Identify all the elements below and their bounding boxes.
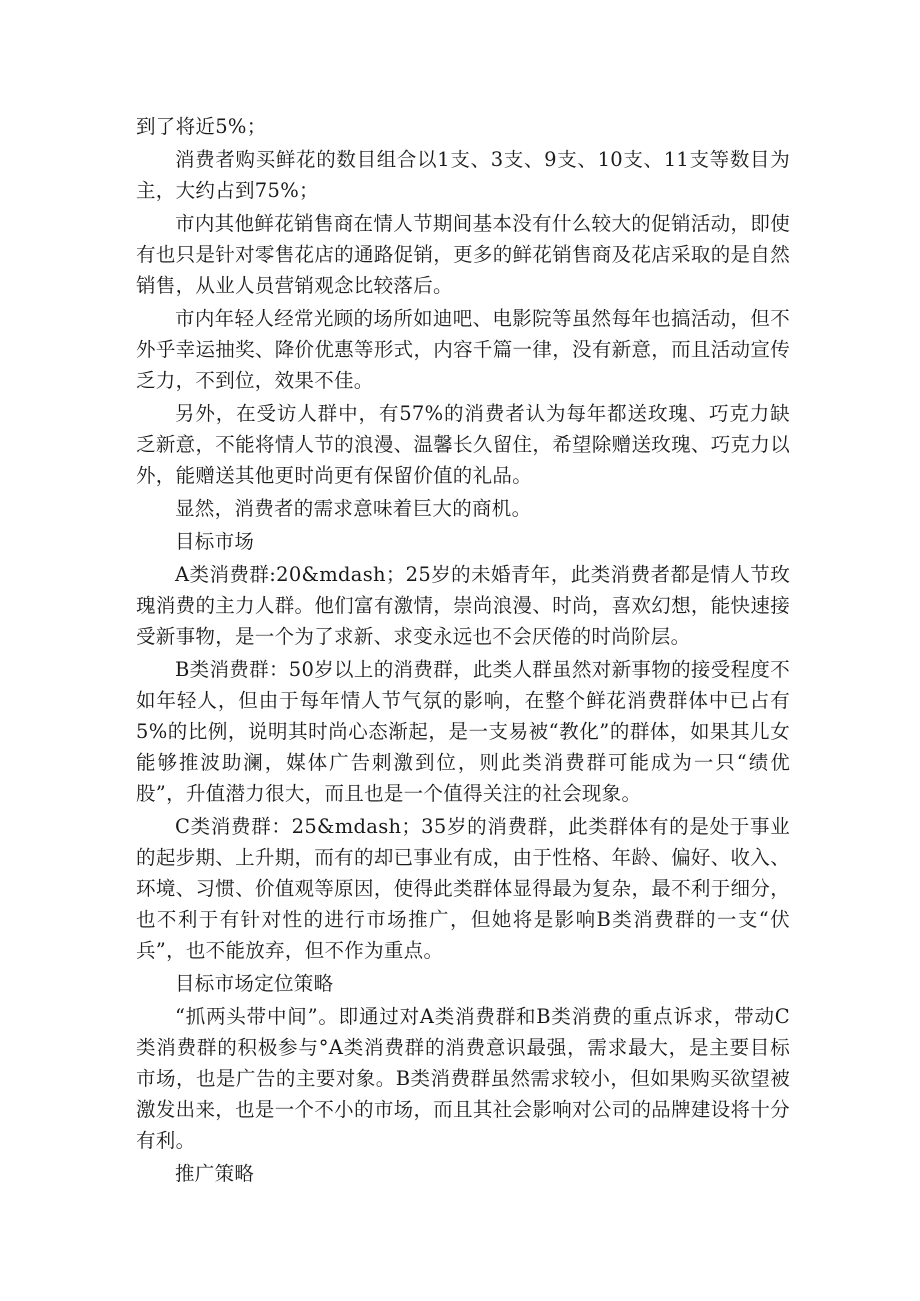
- heading-target-market: 目标市场: [175, 530, 255, 553]
- paragraph-competitors: 市内其他鲜花销售商在情人节期间基本没有什么较大的促销活动，即使有也只是针对零售花店的通路促销，更多的鲜花销售商及花店采取的是自然销售，从业人员营销观念比较落后。: [136, 212, 790, 297]
- paragraph-group-a: A类消费群:20&mdash；25岁的未婚青年，此类消费者都是情人节玫瑰消费的主力人群。他们富有激情，崇尚浪漫、时尚，喜欢幻想，能快速接受新事物，是一个为了求新、求变永远也不会厌倦的时尚阶层。: [136, 563, 790, 648]
- paragraph-purchase-quantity: 消费者购买鲜花的数目组合以1支、3支、9支、10支、11支等数目为主，大约占到75%；: [136, 148, 790, 202]
- paragraph-group-b: B类消费群：50岁以上的消费群，此类人群虽然对新事物的接受程度不如年轻人，但由于每年情人节气氛的影响，在整个鲜花消费群体中已占有5%的比例，说明其时尚心态渐起，是一支易被“教化”的群体，如果其儿女能够推波助澜，媒体广告刺激到位，则此类消费群可能成为一只“绩优股”，升值潜力很大，而且也是一个值得关注的社会现象。: [136, 658, 790, 805]
- paragraph-market-positioning: “抓两头带中间”。即通过对A类消费群和B类消费的重点诉求，带动C类消费群的积极参与°A类消费群的消费意识最强，需求最大，是主要目标市场，也是广告的主要对象。B类消费群虽然需求较小，但如果购买欲望被激发出来，也是一个不小的市场，而且其社会影响对公司的品牌建设将十分有利。: [136, 1005, 790, 1152]
- paragraph-continued: 到了将近5%；: [136, 115, 267, 138]
- heading-market-positioning: 目标市场定位策略: [175, 972, 334, 995]
- heading-promotion-strategy: 推广策略: [175, 1162, 255, 1185]
- paragraph-business-opportunity: 显然，消费者的需求意味着巨大的商机。: [175, 497, 532, 520]
- paragraph-survey-results: 另外，在受访人群中，有57%的消费者认为每年都送玫瑰、巧克力缺乏新意，不能将情人节的浪漫、温馨长久留住，希望除赠送玫瑰、巧克力以外，能赠送其他更时尚更有保留价值的礼品。: [136, 402, 790, 487]
- paragraph-group-c: C类消费群：25&mdash；35岁的消费群，此类群体有的是处于事业的起步期、上升期，而有的却已事业有成，由于性格、年龄、偏好、收入、环境、习惯、价值观等原因，使得此类群体显得最为复杂，最不利于细分，也不利于有针对性的进行市场推广，但她将是影响B类消费群的一支“伏兵”，也不能放弃，但不作为重点。: [136, 815, 790, 962]
- paragraph-youth-venues: 市内年轻人经常光顾的场所如迪吧、电影院等虽然每年也搞活动，但不外乎幸运抽奖、降价优惠等形式，内容千篇一律，没有新意，而且活动宣传乏力，不到位，效果不佳。: [136, 307, 790, 392]
